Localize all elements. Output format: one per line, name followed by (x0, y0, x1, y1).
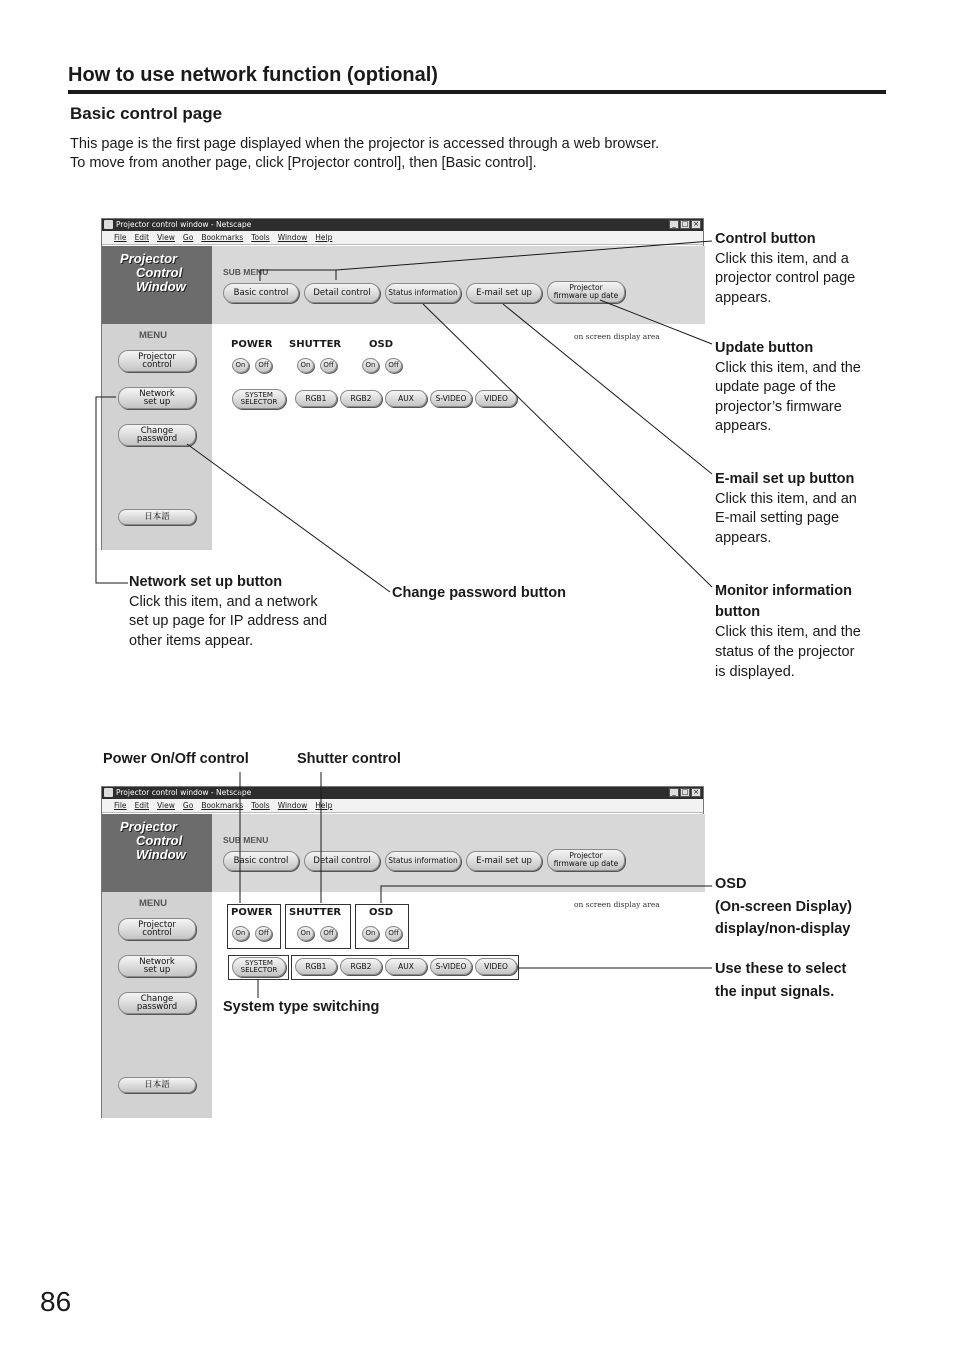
callout-network-button: Network set up button Click this item, and a network set up page for IP address and other items appear. (129, 574, 328, 649)
firmware-update-button[interactable]: Projector firmware up date (547, 281, 625, 303)
osd-area-label: on screen display area (574, 900, 660, 909)
menu-view[interactable]: View (157, 233, 175, 242)
close-icon[interactable]: × (691, 220, 701, 229)
power-on-button[interactable]: On (232, 926, 249, 941)
detail-control-button[interactable]: Detail control (304, 851, 380, 871)
maximize-icon[interactable]: □ (681, 220, 689, 228)
input-svideo-button[interactable]: S-VIDEO (430, 958, 472, 975)
callout-monitor-button: Monitor information button Click this item, and the status of the projector is displayed. (715, 583, 861, 680)
close-icon[interactable]: × (691, 788, 701, 797)
minimize-icon[interactable]: _ (669, 788, 679, 797)
input-svideo-button[interactable]: S-VIDEO (430, 390, 472, 407)
power-label: POWER (231, 339, 273, 350)
callout-input-select: Use these to select the input signals. (715, 961, 847, 1000)
osd-on-button[interactable]: On (362, 358, 379, 373)
firmware-update-button[interactable]: Projector firmware up date (547, 849, 625, 871)
input-rgb1-button[interactable]: RGB1 (295, 958, 337, 975)
window-title: Projector control window - Netscape (116, 788, 252, 797)
menu-edit[interactable]: Edit (134, 233, 150, 242)
input-rgb2-button[interactable]: RGB2 (340, 958, 382, 975)
menu-label: MENU (139, 898, 167, 909)
logo: Projector Control Window (120, 819, 186, 862)
intro-text (70, 135, 659, 173)
power-off-button[interactable]: Off (255, 358, 272, 373)
menu-window[interactable]: Window (277, 801, 308, 810)
maximize-icon[interactable]: □ (681, 788, 689, 796)
submenu-label: SUB MENU (223, 267, 269, 277)
power-off-button[interactable]: Off (255, 926, 272, 941)
menu-tools[interactable]: Tools (251, 801, 270, 810)
network-setup-button[interactable]: Network set up (118, 955, 196, 977)
browser-window-bottom (101, 786, 704, 1118)
window-titlebar (102, 787, 703, 799)
input-video-button[interactable]: VIDEO (475, 958, 517, 975)
intro-line-1: This page is the first page displayed when the projector is accessed through a web browser. (70, 136, 660, 152)
window-titlebar (102, 219, 703, 231)
projector-control-button[interactable]: Projector control (118, 350, 196, 372)
main-content (212, 324, 705, 550)
intro-line-2: To move from another page, click [Projector control], then [Basic control]. (70, 155, 537, 171)
change-password-button[interactable]: Change password (118, 424, 196, 446)
menu-bookmarks[interactable]: Bookmarks (201, 233, 244, 242)
browser-window-top (101, 218, 704, 550)
menu-tools[interactable]: Tools (251, 233, 270, 242)
japanese-language-button[interactable]: 日本語 (118, 1077, 196, 1093)
sub-title: Basic control page (70, 104, 223, 123)
window-controls (669, 220, 701, 229)
basic-control-button[interactable]: Basic control (223, 851, 299, 871)
power-label: POWER (231, 907, 273, 918)
basic-control-button[interactable]: Basic control (223, 283, 299, 303)
shutter-label: SHUTTER (289, 339, 342, 350)
app-icon (104, 220, 113, 229)
shutter-off-button[interactable]: Off (320, 926, 337, 941)
input-aux-button[interactable]: AUX (385, 390, 427, 407)
callout-update-button: Update button Click this item, and the update page of the projector’s firmware appears. (715, 340, 861, 434)
projector-control-button[interactable]: Projector control (118, 918, 196, 940)
section-title: How to use network function (optional) (68, 64, 438, 86)
shutter-on-button[interactable]: On (297, 358, 314, 373)
callout-osd: OSD (On-screen Display) display/non-display (715, 876, 852, 937)
minimize-icon[interactable]: _ (669, 220, 679, 229)
change-password-button[interactable]: Change password (118, 992, 196, 1014)
callout-control-button: Control button Click this item, and a projector control page appears. (715, 231, 856, 306)
status-information-button[interactable]: Status information (385, 851, 461, 871)
system-selector-button[interactable]: SYSTEM SELECTOR (232, 957, 286, 977)
menu-edit[interactable]: Edit (134, 801, 150, 810)
submenu-label: SUB MENU (223, 835, 269, 845)
osd-area-label: on screen display area (574, 332, 660, 341)
email-setup-button[interactable]: E-mail set up (466, 283, 542, 303)
menu-window[interactable]: Window (277, 233, 308, 242)
menu-file[interactable]: File (114, 801, 127, 810)
logo-panel (102, 814, 212, 892)
logo-panel (102, 246, 212, 324)
title-rule (68, 90, 886, 94)
shutter-label: SHUTTER (289, 907, 342, 918)
input-rgb2-button[interactable]: RGB2 (340, 390, 382, 407)
window-controls (669, 788, 701, 797)
menu-go[interactable]: Go (182, 233, 194, 242)
app-icon (104, 788, 113, 797)
menu-file[interactable]: File (114, 233, 127, 242)
callout-power-control: Power On/Off control (103, 751, 249, 767)
osd-off-button[interactable]: Off (385, 926, 402, 941)
callout-system-switching: System type switching (223, 999, 380, 1015)
logo: Projector Control Window (120, 251, 186, 294)
osd-label: OSD (369, 907, 394, 918)
callout-shutter-control: Shutter control (297, 751, 401, 767)
menu-go[interactable]: Go (182, 801, 194, 810)
menu-bookmarks[interactable]: Bookmarks (201, 801, 244, 810)
menu-help[interactable]: Help (315, 233, 333, 242)
menu-help[interactable]: Help (315, 801, 333, 810)
osd-label: OSD (369, 339, 394, 350)
japanese-language-button[interactable]: 日本語 (118, 509, 196, 525)
page-number: 86 (40, 1286, 72, 1317)
callout-password-button: Change password button (392, 585, 566, 601)
input-aux-button[interactable]: AUX (385, 958, 427, 975)
input-rgb1-button[interactable]: RGB1 (295, 390, 337, 407)
menu-bar (102, 231, 703, 245)
menu-label: MENU (139, 330, 167, 341)
system-selector-button[interactable]: SYSTEM SELECTOR (232, 389, 286, 409)
shutter-on-button[interactable]: On (297, 926, 314, 941)
input-video-button[interactable]: VIDEO (475, 390, 517, 407)
power-on-button[interactable]: On (232, 358, 249, 373)
network-setup-button[interactable]: Network set up (118, 387, 196, 409)
osd-on-button[interactable]: On (362, 926, 379, 941)
email-setup-button[interactable]: E-mail set up (466, 851, 542, 871)
status-information-button[interactable]: Status information (385, 283, 461, 303)
menu-bar (102, 799, 703, 813)
osd-off-button[interactable]: Off (385, 358, 402, 373)
detail-control-button[interactable]: Detail control (304, 283, 380, 303)
window-title: Projector control window - Netscape (116, 220, 252, 229)
shutter-off-button[interactable]: Off (320, 358, 337, 373)
callout-email-button: E-mail set up button Click this item, and an E-mail setting page appears. (715, 471, 857, 546)
menu-view[interactable]: View (157, 801, 175, 810)
